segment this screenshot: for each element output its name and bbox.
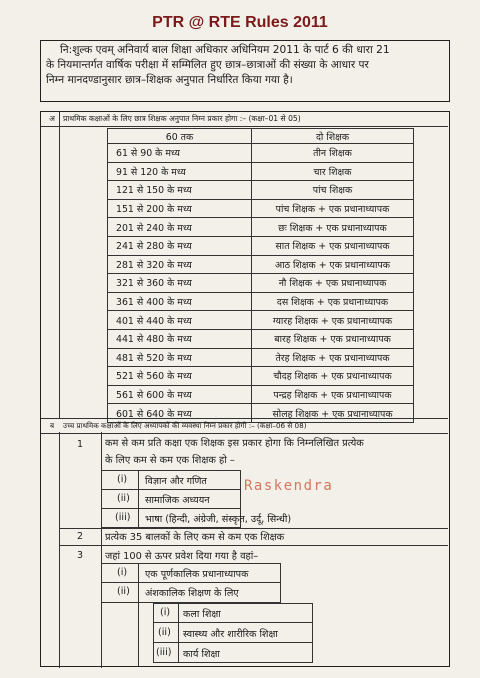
item-2-text: प्रत्येक 35 बालकों के लिए कम से कम एक शिक्षक <box>105 532 285 543</box>
intro-line-2: के नियमान्तर्गत वार्षिक परीक्षा में सम्मिलित हुए छात्र–छात्राओं की संख्या के आधार पर <box>46 59 369 71</box>
teacher-count-cell: सात शिक्षक + एक प्रधानाध्यापक <box>252 236 414 255</box>
ratio-header-students: 60 तक <box>108 129 252 144</box>
teacher-count-cell: तेरह शिक्षक + एक प्रधानाध्यापक <box>252 348 414 367</box>
column-divider <box>59 112 60 418</box>
student-range-cell: 481 से 520 के मध्य <box>108 348 252 367</box>
teacher-count-cell: चौदह शिक्षक + एक प्रधानाध्यापक <box>252 367 414 386</box>
item-1-sub-2-text: सामाजिक अध्ययन <box>145 495 210 506</box>
item-1-sub-3-text: भाषा (हिन्दी, अंग्रेजी, संस्कृत, उर्दू, सिन्धी) <box>145 514 292 525</box>
intro-paragraph <box>40 40 450 102</box>
intro-line-1: नि:शुल्क एवम् अनिवार्य बाल शिक्षा अधिकार अधिनियम 2011 के पार्ट 6 की धारा 21 <box>60 44 390 56</box>
item-1-sub-3-mark: (iii) <box>115 512 131 523</box>
table-row <box>108 385 414 404</box>
section-a-text: प्राथमिक कक्षाओं के लिए छात्र शिक्षक अनुपात निम्न प्रकार होगा :– (कक्षा–01 से 05) <box>63 114 301 123</box>
intro-line-3: निम्न मानदण्डानुसार छात्र–शिक्षक अनुपात निर्धारित किया गया है। <box>46 74 293 86</box>
table-row <box>108 311 414 330</box>
item-3-subsub-3-mark: (iii) <box>156 647 172 658</box>
item-3-sub-1-mark: (i) <box>117 567 128 578</box>
item-3-subsub-1-text: कला शिक्षा <box>183 609 221 620</box>
section-b-text: उच्च प्राथमिक कक्षाओं के लिए अध्यापकों की व्यवस्था निम्न प्रकार होगी :– (कक्षा–06 से 08) <box>63 421 307 430</box>
item-2-number: 2 <box>76 531 84 542</box>
item-1-sub-2-mark: (ii) <box>117 493 130 504</box>
watermark: Raskendra <box>244 478 334 494</box>
item-3-sub-2-text: अंशकालिक शिक्षण के लिए <box>145 588 239 599</box>
section-b-mark: ब <box>49 421 55 430</box>
table-row <box>108 348 414 367</box>
teacher-count-cell: छः शिक्षक + एक प्रधानाध्यापक <box>252 218 414 237</box>
teacher-count-cell: पन्द्रह शिक्षक + एक प्रधानाध्यापक <box>252 385 414 404</box>
student-range-cell: 151 से 200 के मध्य <box>108 199 252 218</box>
ratio-header-teachers: दो शिक्षक <box>252 129 414 144</box>
teacher-count-cell: दस शिक्षक + एक प्रधानाध्यापक <box>252 292 414 311</box>
table-row <box>108 236 414 255</box>
section-b-heading <box>41 418 448 434</box>
rules-table <box>40 111 450 667</box>
student-range-cell: 61 से 90 के मध्य <box>108 144 252 163</box>
item-1-sub-1-text: विज्ञान और गणित <box>145 476 207 487</box>
teacher-count-cell: ग्यारह शिक्षक + एक प्रधानाध्यापक <box>252 311 414 330</box>
teacher-count-cell: आठ शिक्षक + एक प्रधानाध्यापक <box>252 255 414 274</box>
student-range-cell: 201 से 240 के मध्य <box>108 218 252 237</box>
student-range-cell: 601 से 640 के मध्य <box>108 404 252 423</box>
student-range-cell: 241 से 280 के मध्य <box>108 236 252 255</box>
teacher-count-cell: चार शिक्षक <box>252 162 414 181</box>
student-range-cell: 91 से 120 के मध्य <box>108 162 252 181</box>
table-row <box>108 218 414 237</box>
row-divider <box>153 603 313 623</box>
section-a-mark: अ <box>49 114 55 123</box>
table-row <box>108 274 414 293</box>
item-3-text: जहां 100 से ऊपर प्रवेश दिया गया है वहां– <box>105 551 259 562</box>
table-row <box>108 255 414 274</box>
item-3-subsub-3-text: कार्य शिक्षा <box>183 649 220 660</box>
teacher-count-cell: पांच शिक्षक + एक प्रधानाध्यापक <box>252 199 414 218</box>
table-row <box>108 329 414 348</box>
teacher-count-cell: नौ शिक्षक + एक प्रधानाध्यापक <box>252 274 414 293</box>
teacher-count-cell: तीन शिक्षक <box>252 144 414 163</box>
table-row <box>108 181 414 200</box>
item-1-line-1: कम से कम प्रति कक्षा एक शिक्षक इस प्रकार होगा कि निम्नलिखित प्रत्येक <box>105 438 364 449</box>
item-3-subsub-1-mark: (i) <box>160 607 171 618</box>
item-3-sub-1-text: एक पूर्णकालिक प्रधानाध्यापक <box>145 569 249 580</box>
section-a-ratio-table <box>107 128 414 423</box>
table-row <box>108 144 414 163</box>
table-row <box>108 162 414 181</box>
student-range-cell: 561 से 600 के मध्य <box>108 385 252 404</box>
item-3-sub-2-mark: (ii) <box>117 586 130 597</box>
item-1-number: 1 <box>76 439 84 450</box>
table-row <box>108 199 414 218</box>
student-range-cell: 121 से 150 के मध्य <box>108 181 252 200</box>
item-1-line-2: के लिए कम से कम एक शिक्षक हो – <box>105 455 235 466</box>
column-divider <box>101 432 102 668</box>
student-range-cell: 361 से 400 के मध्य <box>108 292 252 311</box>
section-a-heading <box>41 112 448 127</box>
column-divider <box>59 432 60 668</box>
item-3-number: 3 <box>76 550 84 561</box>
teacher-count-cell: सोलह शिक्षक + एक प्रधानाध्यापक <box>252 404 414 423</box>
student-range-cell: 521 से 560 के मध्य <box>108 367 252 386</box>
student-range-cell: 281 से 320 के मध्य <box>108 255 252 274</box>
ratio-header-row <box>108 129 414 144</box>
student-range-cell: 401 से 440 के मध्य <box>108 311 252 330</box>
item-3-subsub-2-mark: (ii) <box>158 627 171 638</box>
student-range-cell: 321 से 360 के मध्य <box>108 274 252 293</box>
teacher-count-cell: बारह शिक्षक + एक प्रधानाध्यापक <box>252 329 414 348</box>
page-title: PTR @ RTE Rules 2011 <box>152 14 328 31</box>
table-row <box>108 292 414 311</box>
table-row <box>108 367 414 386</box>
teacher-count-cell: पांच शिक्षक <box>252 181 414 200</box>
student-range-cell: 441 से 480 के मध्य <box>108 329 252 348</box>
item-3-subsub-2-text: स्वास्थ्य और शारीरिक शिक्षा <box>183 629 278 640</box>
item-1-sub-1-mark: (i) <box>117 474 128 485</box>
